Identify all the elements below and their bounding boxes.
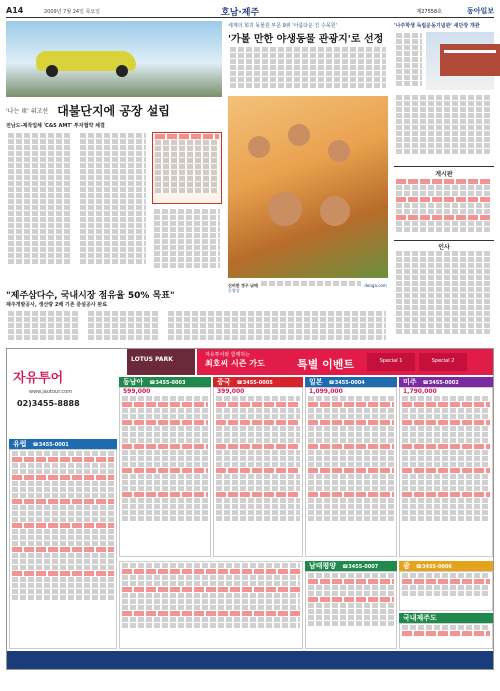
- travel-advertisement: [6, 348, 494, 670]
- banner-line2: 최호씨 시즌 가도: [205, 359, 265, 368]
- headline-main: 대불단지에 공장 설립: [57, 104, 170, 118]
- section-title: 호남·제주: [221, 8, 260, 18]
- bulletin-board-body: [394, 178, 494, 238]
- region-price: 1,099,000: [309, 388, 343, 395]
- article2-body: [228, 46, 388, 94]
- flying-car-photo: [6, 21, 222, 97]
- region-body-misc: [119, 561, 303, 649]
- region-header-southeast-asia: 동남아 ☎3455-0003: [119, 377, 211, 387]
- article4-body-col3: [166, 310, 388, 346]
- article1-headline: [6, 100, 222, 120]
- bulletin-board-label: 게시판: [394, 166, 494, 176]
- article3-body: [394, 32, 424, 92]
- region-body-south-pacific: [305, 571, 397, 649]
- caption-title: 신비한 정구 낚때: [228, 283, 258, 288]
- children-zoo-photo: [228, 96, 388, 278]
- region-header-guam: 괌 ☎3455-0006: [399, 561, 493, 571]
- article1-body-col2: [78, 132, 148, 282]
- issue-date: 2009년 7월 24일 목요일: [44, 9, 101, 15]
- article3-body-more: [394, 94, 494, 164]
- car-wheel: [116, 65, 128, 77]
- article2-photo-caption: [228, 280, 388, 298]
- region-body-japan: [305, 387, 397, 557]
- article4-body-col1: [6, 310, 82, 346]
- event-banner: [197, 349, 493, 375]
- region-price: 1,790,000: [403, 388, 437, 395]
- memorial-building-photo: [426, 32, 494, 90]
- banner-headline: 특별 이벤트: [297, 358, 354, 371]
- article2-headline: '가볼 만한 야생동물 관광지'로 선정: [228, 34, 384, 45]
- caption-video-link[interactable]: donga.com 동영상: [228, 283, 387, 293]
- article4-body-col2: [86, 310, 162, 346]
- article3-headline: '나주학생 독립운동기념관' 새단장 개관: [394, 23, 480, 29]
- region-header-south-pacific: 남태평양 ☎3455-0007: [305, 561, 397, 571]
- region-header-domestic-jeju: 국내제주도: [399, 613, 493, 623]
- region-body-china: [213, 387, 303, 557]
- page-header: [6, 4, 494, 18]
- lotus-park-banner: LOTUS PARK: [127, 349, 195, 375]
- region-header-japan: 일본 ☎3455-0004: [305, 377, 397, 387]
- region-body-domestic-jeju: [399, 623, 493, 649]
- article1-subtitle: 전남도-제작업체 'C&S AMT' 투자협약 체결: [6, 123, 105, 129]
- region-price: 599,000: [123, 388, 151, 395]
- region-header-china: 중국 ☎3455-0005: [213, 377, 303, 387]
- jayu-tour-brand: 자유투어: [13, 371, 64, 386]
- region-body-southeast-asia: [119, 387, 211, 557]
- region-header-europe: 유럽 ☎3455-0001: [9, 439, 117, 449]
- jayu-tour-phone: 02)3455-8888: [17, 399, 80, 408]
- headline-prefix: '나는 車' 위고선: [6, 108, 49, 115]
- banner-line1: 자유투어와 함께하는: [205, 352, 251, 358]
- article4-subtitle: 제주개발공사, 생산량 2배 기존 증설공사 완료: [6, 302, 108, 308]
- ad-footer-bar: [7, 651, 493, 669]
- issue-number: 제27558호: [416, 9, 442, 15]
- region-body-europe: [9, 449, 117, 649]
- personnel-body: [394, 250, 494, 342]
- special-badge: Special 2: [419, 353, 467, 371]
- region-price: 399,000: [217, 388, 245, 395]
- page-number: A14: [6, 6, 24, 15]
- article4-headline: "제주삼다수, 국내시장 점유율 50% 목표": [6, 291, 175, 301]
- car-wheel: [46, 65, 58, 77]
- region-body-americas: [399, 387, 493, 557]
- special-badge: Special 1: [367, 353, 415, 371]
- region-header-americas: 미주 ☎3455-0002: [399, 377, 493, 387]
- personnel-label: 인사: [394, 240, 494, 249]
- article1-body-col3: [152, 208, 222, 282]
- article1-body-col1: [6, 132, 74, 282]
- newspaper-logo: 동아일보: [466, 7, 494, 15]
- article1-sidebar-box: [152, 132, 222, 204]
- article2-kicker: 세계의 희귀 동물원 부문 9위 '아름다운 진 수목원': [228, 23, 337, 29]
- jayu-tour-logo-block: [9, 353, 119, 435]
- region-body-guam: [399, 571, 493, 611]
- jayu-tour-site[interactable]: www.jautour.com: [29, 389, 73, 395]
